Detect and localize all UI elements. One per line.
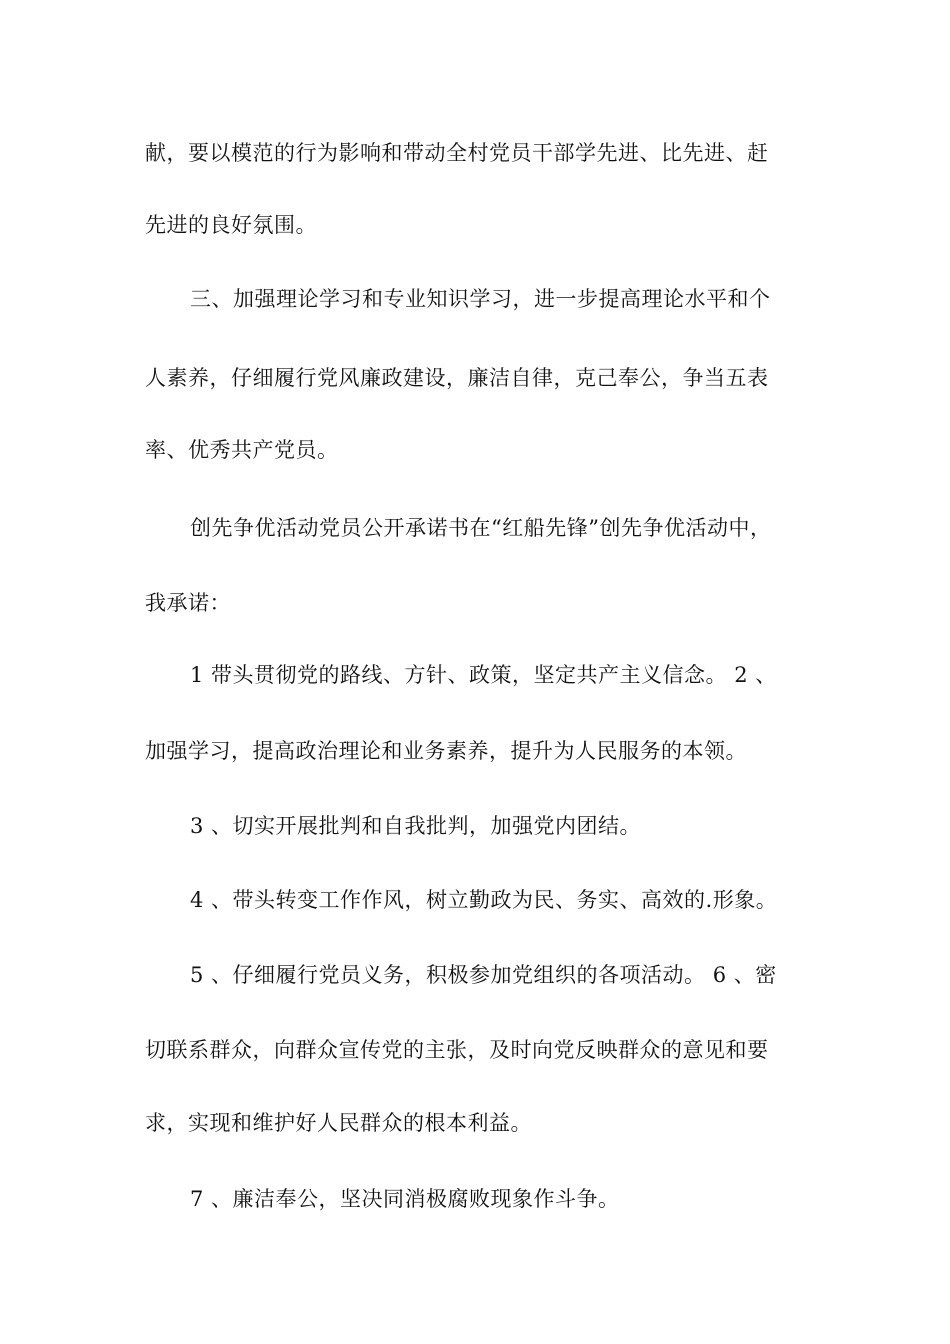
paragraph-start: 4 、带头转变工作作风，树立勤政为民、务实、高效的.形象。 <box>190 888 778 912</box>
text-line: 率、优秀共产党员。 <box>145 438 339 462</box>
text-line: 切联系群众，向群众宣传党的主张，及时向党反映群众的意见和要 <box>145 1038 769 1062</box>
paragraph-start: 3 、切实开展批判和自我批判，加强党内团结。 <box>190 814 642 838</box>
text-line: 人素养，仔细履行党风廉政建设，廉洁自律，克己奉公，争当五表 <box>145 366 769 390</box>
text-line: 献，要以模范的行为影响和带动全村党员干部学先进、比先进、赶 <box>145 141 769 165</box>
text-line: 我承诺： <box>145 591 231 615</box>
text-line: 求，实现和维护好人民群众的根本利益。 <box>145 1111 532 1135</box>
text-line: 加强学习，提高政治理论和业务素养，提升为人民服务的本领。 <box>145 739 747 763</box>
paragraph-start: 创先争优活动党员公开承诺书在“红船先锋”创先争优活动中， <box>190 516 772 540</box>
paragraph-start: 5 、仔细履行党员义务，积极参加党组织的各项活动。 6 、密 <box>190 963 777 987</box>
paragraph-start: 三、加强理论学习和专业知识学习，进一步提高理论水平和个 <box>190 287 771 311</box>
paragraph-start: 1 带头贯彻党的路线、方针、政策，坚定共产主义信念。 2 、 <box>190 663 777 687</box>
paragraph-start: 7 、廉洁奉公，坚决同消极腐败现象作斗争。 <box>190 1187 620 1211</box>
text-line: 先进的良好氛围。 <box>145 213 317 237</box>
